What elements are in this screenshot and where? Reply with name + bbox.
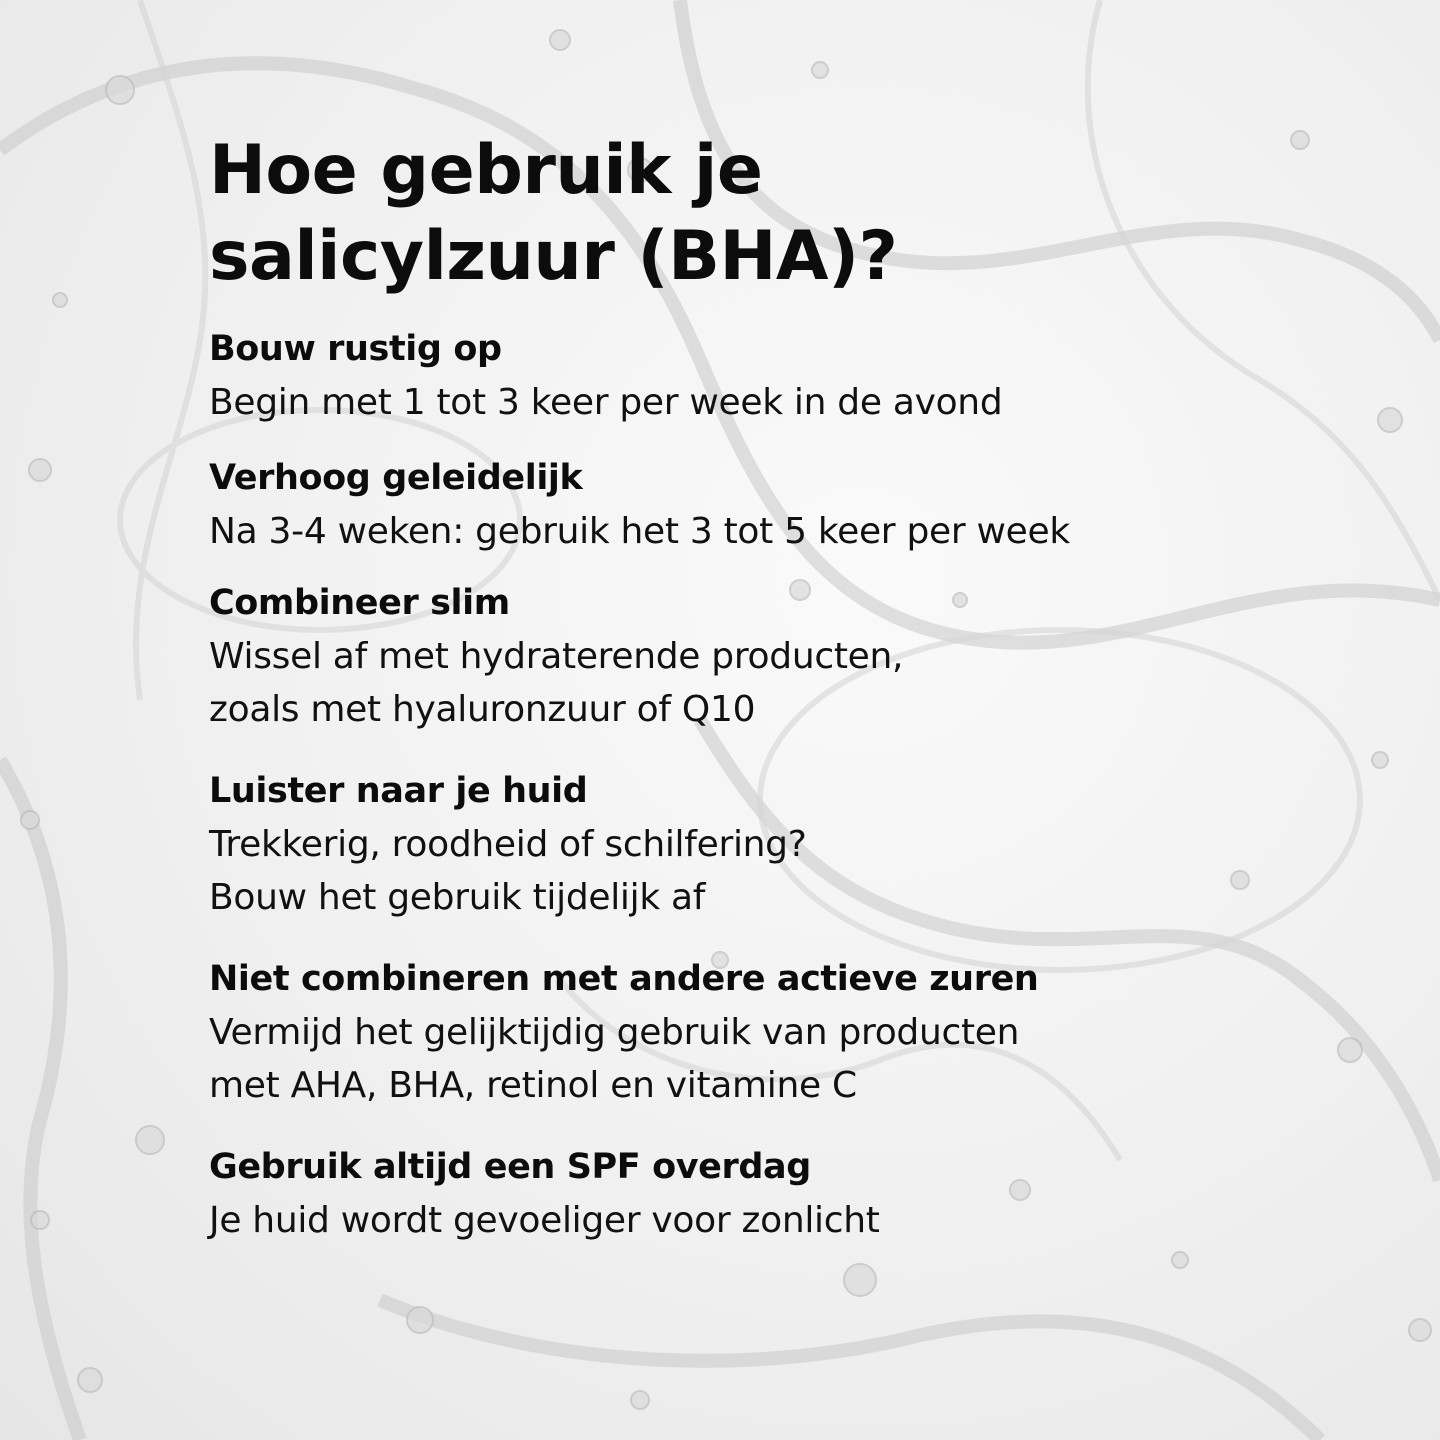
tip-line: Bouw het gebruik tijdelijk af <box>209 877 706 918</box>
tip-body <box>209 1006 1389 1112</box>
tip-item <box>209 764 1389 924</box>
tip-item <box>209 451 1389 558</box>
tip-line: Je huid wordt gevoeliger voor zonlicht <box>209 1200 880 1241</box>
page-title <box>209 128 1389 300</box>
tip-heading: Verhoog geleidelijk <box>209 458 583 498</box>
tip-line: Trekkerig, roodheid of schilfering? <box>209 824 807 865</box>
tip-item <box>209 952 1389 1112</box>
title-line-1: Hoe gebruik je <box>209 131 763 210</box>
tip-body <box>209 376 1389 429</box>
tip-body <box>209 630 1389 736</box>
tip-line: zoals met hyaluronzuur of Q10 <box>209 689 756 730</box>
tip-body <box>209 1194 1389 1247</box>
tip-item <box>209 576 1389 736</box>
tip-line: Wissel af met hydraterende producten, <box>209 636 904 677</box>
title-line-2: salicylzuur (BHA)? <box>209 217 898 296</box>
content-block <box>209 128 1389 1247</box>
tip-heading: Niet combineren met andere actieve zuren <box>209 959 1039 999</box>
tip-line: Na 3-4 weken: gebruik het 3 tot 5 keer per week <box>209 511 1070 552</box>
tip-heading: Bouw rustig op <box>209 329 502 369</box>
tip-item <box>209 322 1389 429</box>
tip-heading: Luister naar je huid <box>209 771 588 811</box>
tip-heading: Gebruik altijd een SPF overdag <box>209 1147 811 1187</box>
tip-line: Vermijd het gelijktijdig gebruik van producten <box>209 1012 1020 1053</box>
tip-item <box>209 1140 1389 1247</box>
tip-body <box>209 505 1389 558</box>
tip-line: Begin met 1 tot 3 keer per week in de avond <box>209 382 1003 423</box>
tip-body <box>209 818 1389 924</box>
tip-line: met AHA, BHA, retinol en vitamine C <box>209 1065 857 1106</box>
tip-heading: Combineer slim <box>209 583 510 623</box>
